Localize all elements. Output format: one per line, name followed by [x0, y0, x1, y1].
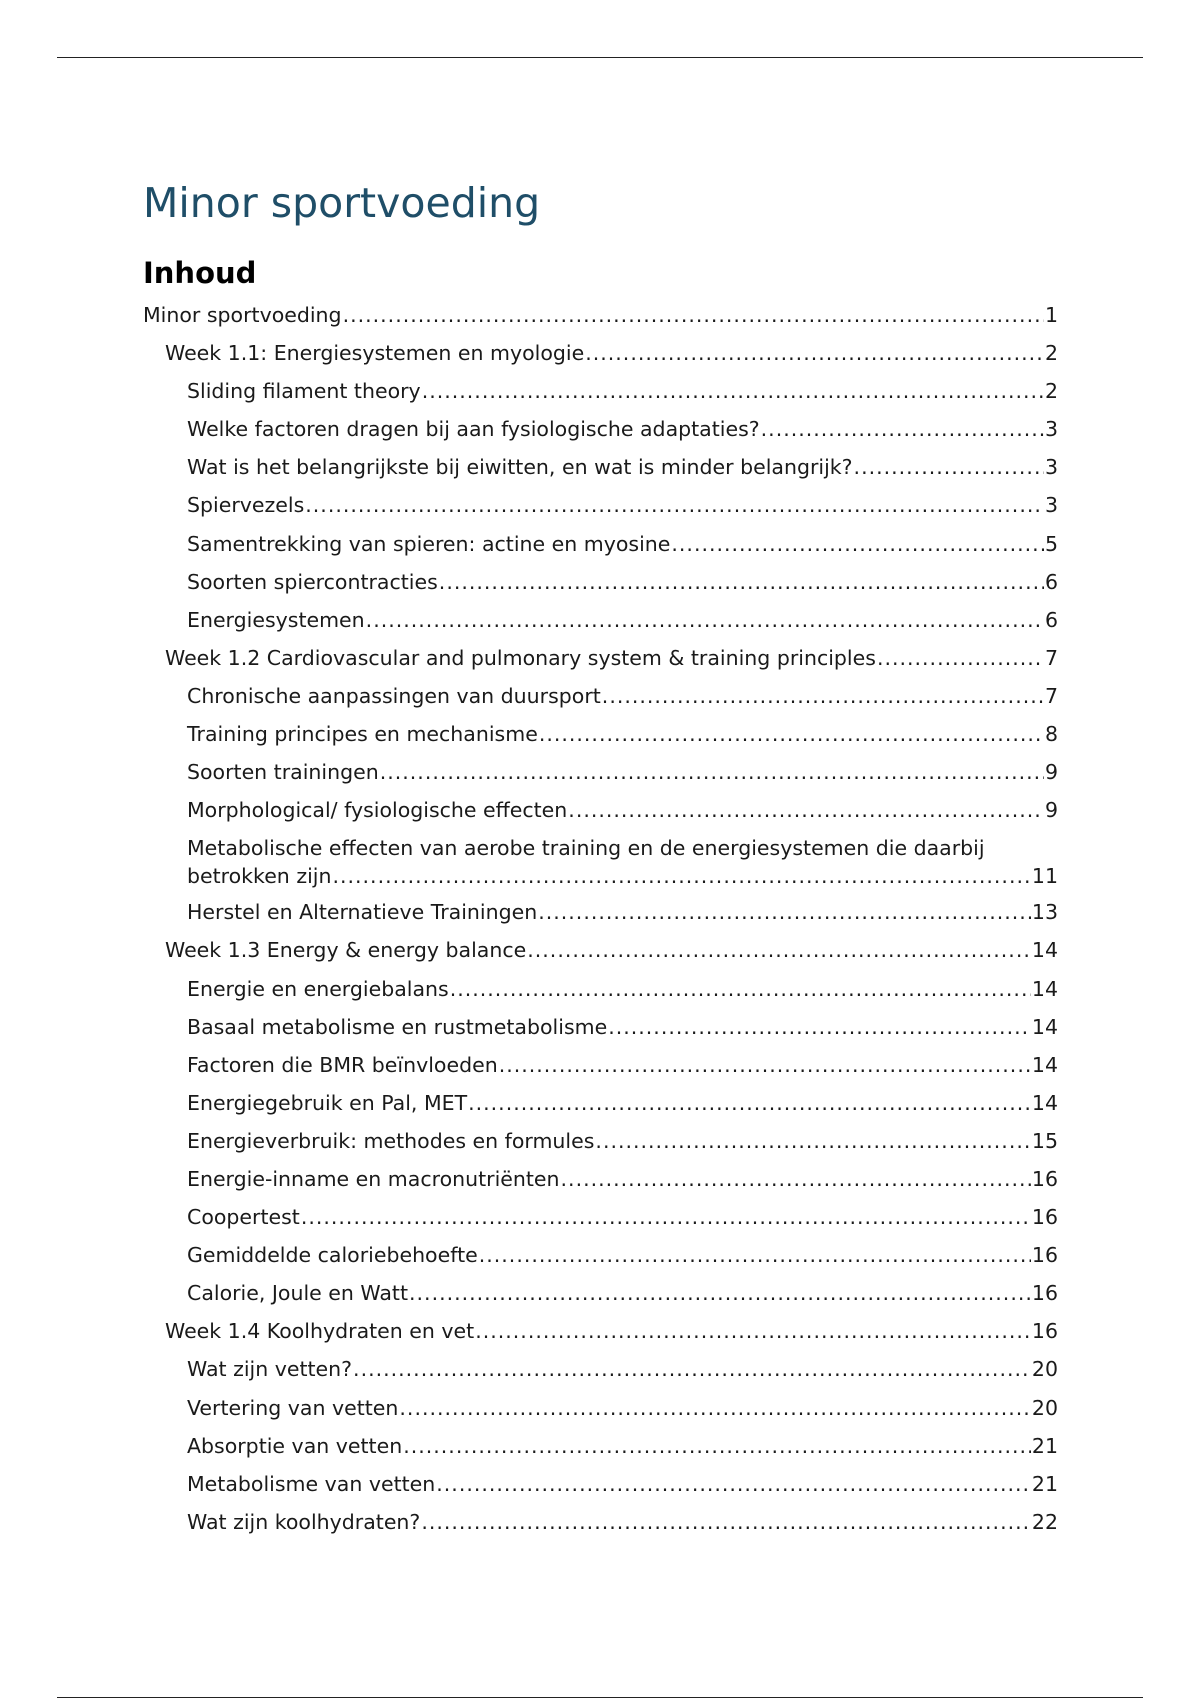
- toc-leader-dots: [602, 682, 1044, 710]
- toc-entry-page: 21: [1031, 1433, 1058, 1458]
- toc-leader-dots: [479, 1241, 1031, 1269]
- toc-entry[interactable]: [143, 415, 1058, 453]
- toc-entry-label: Basaal metabolisme en rustmetabolisme: [187, 1014, 608, 1039]
- toc-leader-dots: [568, 796, 1044, 824]
- toc-entry-label: Energiegebruik en Pal, MET: [187, 1090, 468, 1115]
- toc-leader-dots: [301, 1203, 1031, 1231]
- toc-leader-dots: [366, 606, 1044, 634]
- toc-entry[interactable]: [143, 1013, 1058, 1051]
- toc-entry[interactable]: [143, 1394, 1058, 1432]
- toc-entry-label: Metabolische effecten van aerobe training en de energiesystemen die daarbij: [187, 836, 985, 861]
- toc-leader-dots: [399, 1394, 1031, 1422]
- toc-entry-label-continued: betrokken zijn: [187, 864, 332, 889]
- toc-entry-label: Absorptie van vetten: [187, 1433, 403, 1458]
- toc-entry-page: 3: [1044, 493, 1058, 518]
- toc-entry[interactable]: [143, 1203, 1058, 1241]
- toc-entry-page: 16: [1031, 1319, 1058, 1344]
- toc-entry-label: Energieverbruik: methodes en formules: [187, 1128, 595, 1153]
- toc-leader-dots: [343, 301, 1044, 329]
- toc-entry[interactable]: [143, 301, 1058, 339]
- toc-entry-label: Metabolisme van vetten: [187, 1471, 436, 1496]
- toc-entry[interactable]: [143, 491, 1058, 529]
- toc-entry-label: Welke factoren dragen bij aan fysiologische adaptaties?: [187, 417, 760, 442]
- toc-entry-label: Chronische aanpassingen van duursport: [187, 683, 601, 708]
- toc-entry-page: 9: [1044, 798, 1058, 823]
- toc-leader-dots: [671, 530, 1044, 558]
- toc-entry-page: 2: [1044, 379, 1058, 404]
- toc-entry-page: 2: [1044, 341, 1058, 366]
- toc-entry-page: 16: [1031, 1281, 1058, 1306]
- toc-entry-label: Spiervezels: [187, 493, 305, 518]
- toc-entry-label: Week 1.3 Energy & energy balance: [165, 938, 527, 963]
- toc-leader-dots: [539, 720, 1044, 748]
- toc-entry-page: 7: [1044, 645, 1058, 670]
- toc-entry[interactable]: [143, 682, 1058, 720]
- toc-entry-page: 6: [1044, 607, 1058, 632]
- toc-entry-page: 11: [1031, 864, 1058, 889]
- toc-entry-page: 21: [1031, 1471, 1058, 1496]
- toc-entry[interactable]: [143, 644, 1058, 682]
- toc-leader-dots: [877, 644, 1044, 672]
- toc-entry-label: Herstel en Alternatieve Trainingen: [187, 900, 538, 925]
- toc-entry[interactable]: [143, 1089, 1058, 1127]
- toc-leader-dots: [761, 415, 1044, 443]
- toc-entry[interactable]: [143, 758, 1058, 796]
- toc-entry-label: Energiesystemen: [187, 607, 365, 632]
- toc-entry-label: Morphological/ fysiologische effecten: [187, 798, 568, 823]
- toc-leader-dots: [475, 1317, 1031, 1345]
- toc-entry-page: 15: [1031, 1128, 1058, 1153]
- toc-entry[interactable]: [143, 453, 1058, 491]
- toc-leader-dots: [499, 1051, 1031, 1079]
- toc-entry-page: 13: [1031, 900, 1058, 925]
- toc-leader-dots: [854, 453, 1044, 481]
- toc-leader-dots: [538, 898, 1031, 926]
- toc-entry-page: 6: [1044, 569, 1058, 594]
- toc-entry-label: Soorten spiercontracties: [187, 569, 438, 594]
- toc-entry-page: 22: [1031, 1509, 1058, 1534]
- toc-entry-label: Factoren die BMR beïnvloeden: [187, 1052, 498, 1077]
- header-rule: [57, 57, 1143, 58]
- toc-leader-dots: [409, 1279, 1031, 1307]
- toc-entry-page: 14: [1031, 1014, 1058, 1039]
- toc-heading: Inhoud: [143, 256, 257, 290]
- toc-entry-label: Vertering van vetten: [187, 1395, 399, 1420]
- toc-entry-page: 7: [1044, 683, 1058, 708]
- toc-leader-dots: [403, 1432, 1031, 1460]
- toc-entry-page: 3: [1044, 455, 1058, 480]
- table-of-contents: [143, 301, 1058, 1546]
- toc-entry-label: Coopertest: [187, 1205, 300, 1230]
- toc-entry[interactable]: [143, 1355, 1058, 1393]
- toc-entry[interactable]: [143, 530, 1058, 568]
- toc-entry[interactable]: [143, 834, 1058, 898]
- toc-entry[interactable]: [143, 377, 1058, 415]
- toc-entry-page: 14: [1031, 938, 1058, 963]
- toc-leader-dots: [421, 1508, 1031, 1536]
- toc-entry-label: Calorie, Joule en Watt: [187, 1281, 409, 1306]
- toc-entry-label: Energie-inname en macronutriënten: [187, 1166, 560, 1191]
- toc-entry[interactable]: [143, 339, 1058, 377]
- toc-entry[interactable]: [143, 1432, 1058, 1470]
- toc-entry-page: 1: [1044, 303, 1058, 327]
- toc-entry-page: 8: [1044, 722, 1058, 747]
- toc-entry-label: Week 1.2 Cardiovascular and pulmonary system & training principles: [165, 645, 876, 670]
- toc-entry-page: 16: [1031, 1243, 1058, 1268]
- toc-entry-page: 14: [1031, 1090, 1058, 1115]
- toc-entry[interactable]: [143, 1317, 1058, 1355]
- toc-leader-dots: [353, 1355, 1031, 1383]
- toc-entry-page: 20: [1031, 1357, 1058, 1382]
- toc-entry-label: Soorten trainingen: [187, 760, 379, 785]
- toc-entry-page: 14: [1031, 976, 1058, 1001]
- toc-entry[interactable]: [143, 1165, 1058, 1203]
- toc-entry-label: Sliding filament theory: [187, 379, 421, 404]
- toc-entry-page: 9: [1044, 760, 1058, 785]
- toc-leader-dots: [305, 491, 1044, 519]
- toc-entry-page: 20: [1031, 1395, 1058, 1420]
- toc-entry-page: 16: [1031, 1166, 1058, 1191]
- toc-entry-label: Week 1.1: Energiesystemen en myologie: [165, 341, 585, 366]
- toc-entry[interactable]: [143, 898, 1058, 936]
- toc-entry[interactable]: [143, 975, 1058, 1013]
- toc-entry-label: Week 1.4 Koolhydraten en vet: [165, 1319, 475, 1344]
- toc-entry-label: Wat is het belangrijkste bij eiwitten, en wat is minder belangrijk?: [187, 455, 853, 480]
- toc-entry[interactable]: [143, 796, 1058, 834]
- toc-entry-page: 14: [1031, 1052, 1058, 1077]
- footer-rule: [57, 1697, 1143, 1698]
- toc-leader-dots: [422, 377, 1044, 405]
- toc-entry[interactable]: [143, 1241, 1058, 1279]
- toc-entry[interactable]: [143, 1279, 1058, 1317]
- toc-entry[interactable]: [143, 1508, 1058, 1546]
- toc-leader-dots: [561, 1165, 1031, 1193]
- toc-entry-label: Training principes en mechanisme: [187, 722, 538, 747]
- toc-entry-label: Samentrekking van spieren: actine en myosine: [187, 531, 671, 556]
- toc-entry[interactable]: [143, 568, 1058, 606]
- toc-entry[interactable]: [143, 1051, 1058, 1089]
- toc-entry-page: 3: [1044, 417, 1058, 442]
- toc-entry-page: 16: [1031, 1205, 1058, 1230]
- toc-leader-dots: [527, 936, 1031, 964]
- toc-leader-dots: [595, 1127, 1030, 1155]
- toc-leader-dots: [439, 568, 1044, 596]
- toc-entry-label: Wat zijn koolhydraten?: [187, 1509, 421, 1534]
- toc-entry[interactable]: [143, 606, 1058, 644]
- toc-entry-label: Wat zijn vetten?: [187, 1357, 353, 1382]
- toc-leader-dots: [608, 1013, 1031, 1041]
- toc-entry[interactable]: [143, 936, 1058, 974]
- toc-entry[interactable]: [143, 1127, 1058, 1165]
- toc-leader-dots: [332, 862, 1030, 890]
- toc-entry[interactable]: [143, 1470, 1058, 1508]
- toc-leader-dots: [436, 1470, 1031, 1498]
- toc-entry-label: Energie en energiebalans: [187, 976, 449, 1001]
- toc-entry-label: Minor sportvoeding: [143, 303, 342, 327]
- toc-entry-label: Gemiddelde caloriebehoefte: [187, 1243, 478, 1268]
- toc-entry-page: 5: [1044, 531, 1058, 556]
- toc-leader-dots: [468, 1089, 1031, 1117]
- document-title: Minor sportvoeding: [143, 179, 541, 227]
- toc-leader-dots: [585, 339, 1044, 367]
- toc-leader-dots: [380, 758, 1044, 786]
- toc-leader-dots: [450, 975, 1031, 1003]
- toc-entry[interactable]: [143, 720, 1058, 758]
